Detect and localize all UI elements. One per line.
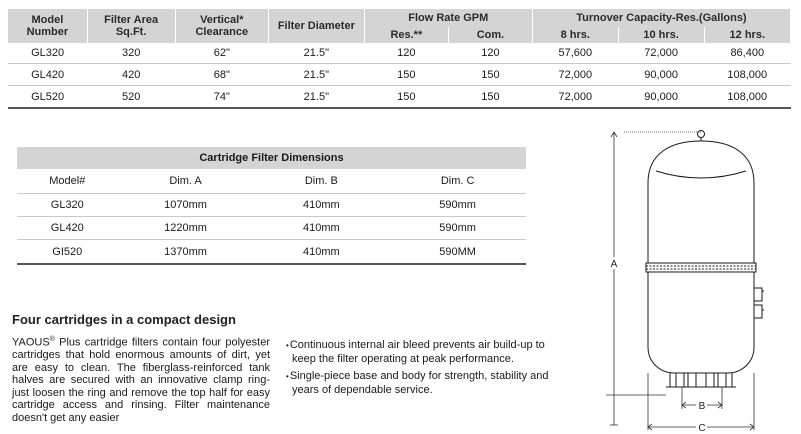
table-cell: 410mm: [253, 217, 389, 240]
header-flow-rate: Flow Rate GPM: [364, 9, 532, 27]
table-cell: 108,000: [704, 86, 790, 109]
header-turnover-12hrs: 12 hrs.: [704, 27, 790, 43]
header-flow-res: Res.**: [364, 27, 448, 43]
table-cell: 410mm: [253, 240, 389, 265]
table-cell: 57,600: [532, 43, 618, 64]
section-heading: Four cartridges in a compact design: [12, 312, 236, 327]
table-cell: 86,400: [704, 43, 790, 64]
header-dim-a: Dim. A: [118, 169, 254, 194]
dimension-c-label: C: [698, 423, 706, 434]
list-item: • Single-piece base and body for strength, stability and years of dependable service.: [286, 370, 554, 396]
header-filter-area: Filter Area Sq.Ft.: [87, 9, 175, 43]
header-turnover-8hrs: 8 hrs.: [532, 27, 618, 43]
table-cell: 21.5": [269, 43, 365, 64]
header-model-number: Model Number: [8, 9, 87, 43]
table-cell: GL320: [8, 43, 87, 64]
brand-name: YAOUS: [12, 336, 50, 349]
table-cell: 150: [364, 86, 448, 109]
filter-diagram: [596, 125, 796, 434]
table-cell: 1370mm: [118, 240, 254, 265]
table-cell: 150: [448, 64, 532, 86]
filter-spec-table: [8, 9, 791, 109]
tank-dome-curve: [656, 171, 746, 178]
table-cell: 74": [175, 86, 268, 109]
dimensions-title: Cartridge Filter Dimensions: [17, 147, 526, 169]
header-flow-com: Com.: [448, 27, 532, 43]
table-row: [8, 86, 791, 109]
table-cell: 410mm: [253, 194, 389, 217]
table-cell: GL420: [8, 64, 87, 86]
description-paragraph: [12, 334, 270, 424]
dimension-a-label: A: [610, 259, 618, 270]
header-dim-b: Dim. B: [253, 169, 389, 194]
header-vertical-clearance: Vertical* Clearance: [175, 9, 268, 43]
table-cell: 590mm: [389, 217, 526, 240]
table-cell: 1070mm: [118, 194, 254, 217]
table-cell: 1220mm: [118, 217, 254, 240]
table-cell: GL520: [8, 86, 87, 109]
feature-list: [286, 339, 554, 401]
header-model: Model#: [17, 169, 118, 194]
table-cell: 520: [87, 86, 175, 109]
table-cell: 90,000: [618, 64, 704, 86]
table-cell: 150: [364, 64, 448, 86]
table-row: [17, 240, 526, 265]
table-cell: 320: [87, 43, 175, 64]
registered-mark: ®: [49, 336, 55, 343]
table-cell: GL320: [17, 194, 118, 217]
table-cell: 21.5": [269, 86, 365, 109]
table-cell: GI520: [17, 240, 118, 265]
table-cell: 62": [175, 43, 268, 64]
dimension-b-label: B: [698, 401, 706, 412]
cartridge-dimensions-table: [17, 147, 526, 265]
table-cell: 590MM: [389, 240, 526, 265]
header-turnover-capacity: Turnover Capacity-Res.(Gallons): [532, 9, 790, 27]
list-item: • Continuous internal air bleed prevents air build-up to keep the filter operating at peak performance.: [286, 339, 554, 365]
tank-lower-body: [648, 272, 754, 373]
header-filter-diameter: Filter Diameter: [269, 9, 365, 43]
header-dim-c: Dim. C: [389, 169, 526, 194]
clamp-ring: [646, 263, 756, 272]
header-turnover-10hrs: 10 hrs.: [618, 27, 704, 43]
table-cell: 120: [364, 43, 448, 64]
table-row: [8, 43, 791, 64]
table-cell: 420: [87, 64, 175, 86]
table-cell: 90,000: [618, 86, 704, 109]
tank-base-icon: [666, 373, 736, 387]
table-cell: 72,000: [532, 86, 618, 109]
table-row: [8, 64, 791, 86]
table-cell: 120: [448, 43, 532, 64]
table-row: [17, 194, 526, 217]
table-cell: 72,000: [532, 64, 618, 86]
description-text: Plus cartridge filters contain four polyester cartridges that hold enormous amounts of dirt, yet are easy to clean. The fiberglass-reinforced tank halves are secured with an innovative clamp ring-just loosen the ring and remove the top half for easy cartridge access and rinsing. Filter maintenance doesn't get any easier: [12, 336, 270, 424]
table-cell: 68": [175, 64, 268, 86]
table-cell: 590mm: [389, 194, 526, 217]
table-cell: GL420: [17, 217, 118, 240]
table-row: [17, 217, 526, 240]
table-cell: 150: [448, 86, 532, 109]
side-fittings-icon: [754, 288, 764, 318]
table-cell: 21.5": [269, 64, 365, 86]
table-cell: 72,000: [618, 43, 704, 64]
tank-upper-dome: [648, 141, 754, 263]
table-cell: 108,000: [704, 64, 790, 86]
